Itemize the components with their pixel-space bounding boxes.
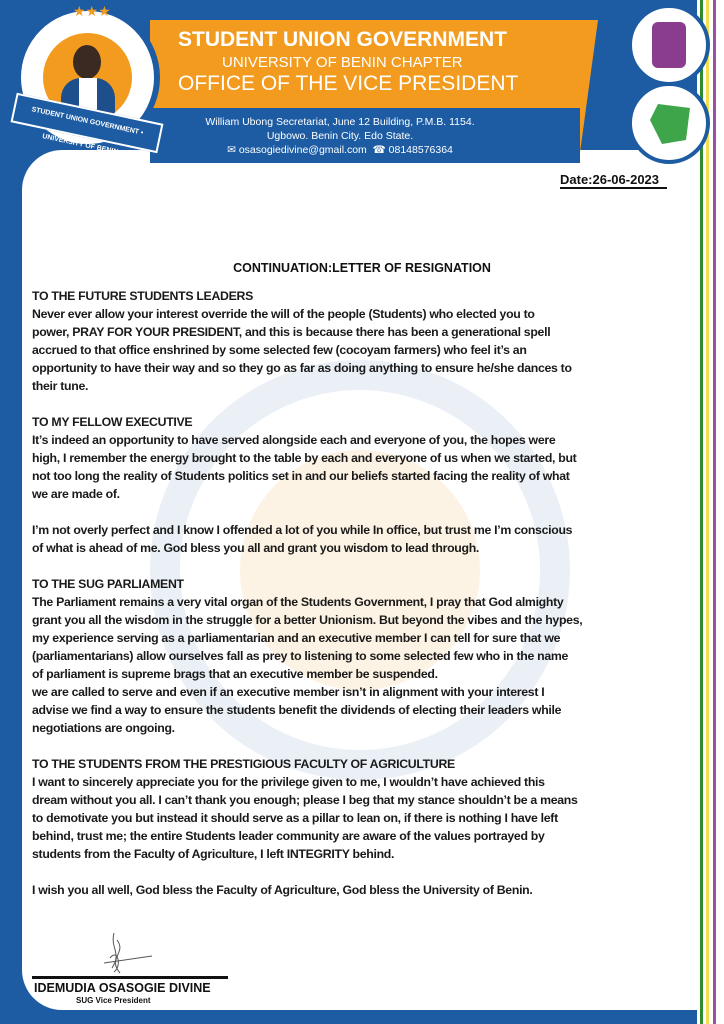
contact-line	[180, 144, 500, 156]
text-line: my experience serving as a parliamentarian and an executive member I can tell for sure that we	[32, 631, 561, 645]
section-heading: TO THE STUDENTS FROM THE PRESTIGIOUS FACULTY OF AGRICULTURE	[32, 757, 455, 771]
text-line: behind, trust me; the entire Students leader community are aware of the values portrayed by	[32, 829, 545, 843]
signatory-name: IDEMUDIA OSASOGIE DIVINE	[34, 981, 211, 995]
phone-icon: ☎	[372, 144, 386, 156]
address-line-2: Ugbowo. Benin City. Edo State.	[266, 130, 414, 142]
text-line: opportunity to have their way and so they go as far as doing anything to ensure he/she dances to	[32, 361, 572, 375]
section-heading: TO THE SUG PARLIAMENT	[32, 577, 184, 591]
letter-text	[32, 287, 582, 899]
text-line: advise we find a way to ensure the students benefit the dividends of electing their leaders while	[32, 703, 562, 717]
paragraph-gap	[32, 863, 582, 881]
mail-icon: ✉	[227, 144, 236, 156]
text-line: Never ever allow your interest override the will of the people (Students) who elected you to	[32, 307, 535, 321]
sug-logo	[628, 82, 710, 164]
text-line: of parliament is supreme brags that an executive member be suspended.	[32, 667, 438, 681]
paragraph-gap	[32, 557, 582, 575]
text-line: not too long the reality of Students politics set in and our beliefs started facing the reality of what	[32, 469, 570, 483]
text-line: we are called to serve and even if an executive member isn’t in alignment with your interest I	[32, 685, 545, 699]
text-line: of what is ahead of me. God bless you all and grant you wisdom to lead through.	[32, 541, 480, 555]
paragraph-gap	[32, 737, 582, 755]
section-heading: TO THE FUTURE STUDENTS LEADERS	[32, 289, 254, 303]
text-line: I wish you all well, God bless the Faculty of Agriculture, God bless the University of Benin.	[32, 883, 533, 897]
text-line: we are made of.	[32, 487, 120, 501]
paragraph-gap	[32, 395, 582, 413]
text-line: high, I remember the energy brought to the table by each and everyone of us when we started, but	[32, 451, 577, 465]
letter-date: Date:26-06-2023	[560, 172, 667, 189]
text-line: I want to sincerely appreciate you for the privilege given to me, I wouldn’t have achieved this	[32, 775, 545, 789]
text-line: power, PRAY FOR YOUR PRESIDENT, and this is because there has been a generational spell	[32, 325, 551, 339]
stars-icon: ★★★	[73, 3, 111, 19]
header-title: STUDENT UNION GOVERNMENT	[178, 28, 508, 51]
signatory-role: SUG Vice President	[76, 996, 151, 1005]
signature-line	[32, 976, 228, 979]
email[interactable]: osasogiedivine@gmail.com	[238, 144, 367, 156]
text-line: The Parliament remains a very vital organ of the Students Government, I pray that God almighty	[32, 595, 564, 609]
stripe-purple	[713, 0, 716, 1024]
text-line: students from the Faculty of Agriculture, I left INTEGRITY behind.	[32, 847, 395, 861]
text-line: (parliamentarians) allow ourselves fall as prey to listening to some selected few who in the name	[32, 649, 569, 663]
paragraph-gap	[32, 503, 582, 521]
phone[interactable]: 08148576364	[388, 144, 453, 156]
letter-title: CONTINUATION:LETTER OF RESIGNATION	[233, 261, 491, 275]
text-line: grant you all the wisdom in the struggle for a better Unionism. But beyond the vibes and the hypes,	[32, 613, 583, 627]
address-line-1: William Ubong Secretariat, June 12 Building, P.M.B. 1154.	[205, 116, 475, 128]
text-line: negotiations are ongoing.	[32, 721, 175, 735]
text-line: It’s indeed an opportunity to have served alongside each and everyone of you, the hopes were	[32, 433, 556, 447]
header-chapter: UNIVERSITY OF BENIN CHAPTER	[222, 54, 463, 71]
text-line: to demotivate you but instead it should serve as a pillar to lean on, if there is nothing I have left	[32, 811, 558, 825]
section-heading: TO MY FELLOW EXECUTIVE	[32, 415, 193, 429]
signature-image	[92, 928, 162, 978]
emblem-ribbon: STUDENT UNION GOVERNMENT • UNIVERSITY OF BENIN •	[11, 93, 164, 154]
text-line: I’m not overly perfect and I know I offended a lot of you while In office, but trust me I’m conscious	[32, 523, 573, 537]
text-line: accrued to that office enshrined by some selected few (cocoyam farmers) who feel it’s an	[32, 343, 527, 357]
header-office: OFFICE OF THE VICE PRESIDENT	[178, 72, 519, 95]
stripe-yellow	[706, 0, 709, 1024]
text-line: dream without you all. I can’t thank you enough; please I beg that my stance shouldn’t be a means	[32, 793, 578, 807]
text-line: their tune.	[32, 379, 89, 393]
university-of-benin-logo	[628, 4, 710, 86]
stripe-green	[700, 0, 703, 1024]
